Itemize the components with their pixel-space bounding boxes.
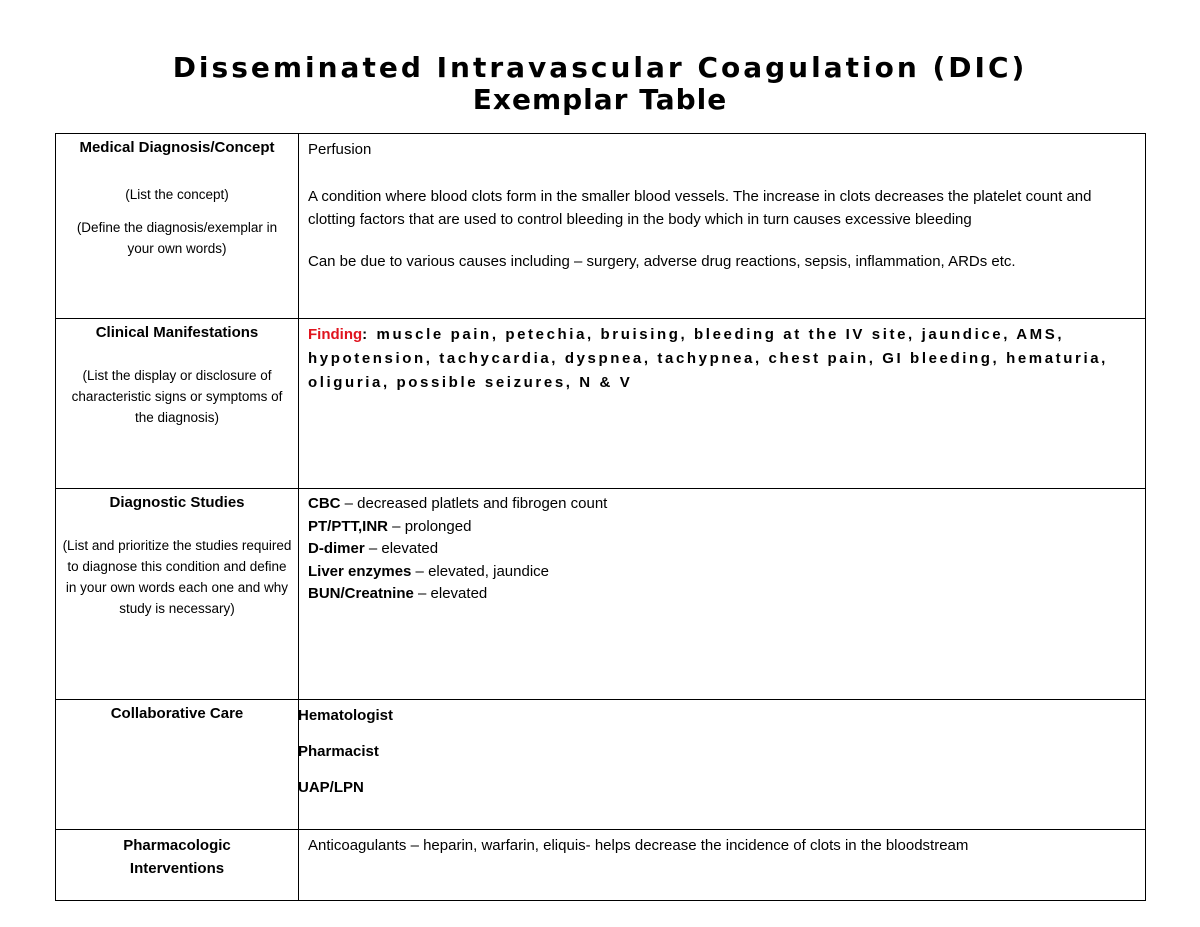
manifestations-label-cell	[56, 319, 299, 489]
pharmacologic-text: Anticoagulants – heparin, warfarin, eliquis- helps decrease the incidence of clots in the bloodstream	[308, 837, 969, 854]
diagnosis-content-cell	[299, 134, 1146, 319]
study-desc-pt-ptt: – prolonged	[388, 517, 472, 535]
finding-label: Finding	[308, 326, 363, 343]
diagnosis-causes: Can be due to various causes including – surgery, adverse drug reactions, sepsis, inflammation, ARDs etc.	[308, 253, 1016, 270]
pharmacologic-label: Pharmacologic Interventions	[123, 837, 231, 877]
diagnosis-label: Medical Diagnosis/Concept	[79, 139, 275, 156]
diagnosis-sub2: (Define the diagnosis/exemplar in your own words)	[76, 220, 278, 256]
study-desc-cbc: – decreased platlets and fibrogen count	[340, 495, 608, 512]
pharmacologic-label-cell	[56, 830, 299, 901]
collaborator-uap-lpn: UAP/LPN	[298, 779, 364, 796]
diagnosis-sub1: (List the concept)	[125, 187, 229, 202]
list-item	[308, 583, 1136, 606]
diagnostics-label: Diagnostic Studies	[109, 494, 245, 511]
study-desc-liver: – elevated, jaundice	[411, 562, 549, 580]
list-item	[308, 516, 1136, 539]
diagnostics-content-cell	[299, 489, 1146, 700]
diagnosis-definition: A condition where blood clots form in the smaller blood vessels. The increase in clots decreases the platelet count and clotting factors that are used to control bleeding in the body which in turn causes excessive bleeding	[308, 188, 1092, 228]
collaborative-label-cell	[56, 700, 299, 830]
collaborator-hematologist: Hematologist	[298, 707, 394, 724]
manifestations-sub: (List the display or disclosure of characteristic signs or symptoms of the diagnosis)	[71, 368, 283, 425]
study-name-bun: BUN/Creatnine	[308, 585, 414, 602]
diagnostics-label-cell	[56, 489, 299, 700]
exemplar-table	[55, 133, 1146, 901]
document-title	[0, 52, 1200, 116]
diagnosis-concept: Perfusion	[308, 141, 372, 158]
title-line-1: Disseminated Intravascular Coagulation (DIC)	[172, 51, 1028, 84]
list-item	[308, 538, 1136, 561]
table-row-diagnosis	[56, 134, 1146, 319]
study-desc-bun: – elevated	[413, 585, 488, 602]
finding-text: : muscle pain, petechia, bruising, bleeding at the IV site, jaundice, AMS, hypotension, tachycardia, dyspnea, tachypnea, chest pain, GI bleeding, hematuria, oliguria, possible seizures, N & V	[308, 326, 1108, 391]
collaborator-pharmacist: Pharmacist	[298, 743, 379, 760]
study-name-liver: Liver enzymes	[308, 562, 412, 580]
table-row-manifestations	[56, 319, 1146, 489]
manifestations-label: Clinical Manifestations	[95, 324, 259, 341]
study-desc-d-dimer: – elevated	[364, 540, 439, 557]
pharmacologic-content-cell	[299, 830, 1146, 901]
table-row-collaborative	[56, 700, 1146, 830]
diagnosis-label-cell	[56, 134, 299, 319]
title-line-2: Exemplar Table	[472, 83, 728, 116]
table-row-diagnostics	[56, 489, 1146, 700]
study-name-d-dimer: D-dimer	[308, 540, 365, 557]
list-item	[308, 493, 1136, 516]
list-item	[308, 561, 1136, 584]
collaborative-label: Collaborative Care	[110, 705, 244, 722]
study-name-cbc: CBC	[308, 495, 341, 512]
manifestations-content-cell	[299, 319, 1146, 489]
study-name-pt-ptt: PT/PTT,INR	[308, 517, 389, 535]
finding-paragraph	[308, 323, 1136, 395]
collaborative-content-cell	[299, 700, 1146, 830]
table-row-pharmacologic	[56, 830, 1146, 901]
diagnostics-sub: (List and prioritize the studies required to diagnose this condition and define in your own words each one and why study is necessary)	[62, 538, 292, 616]
